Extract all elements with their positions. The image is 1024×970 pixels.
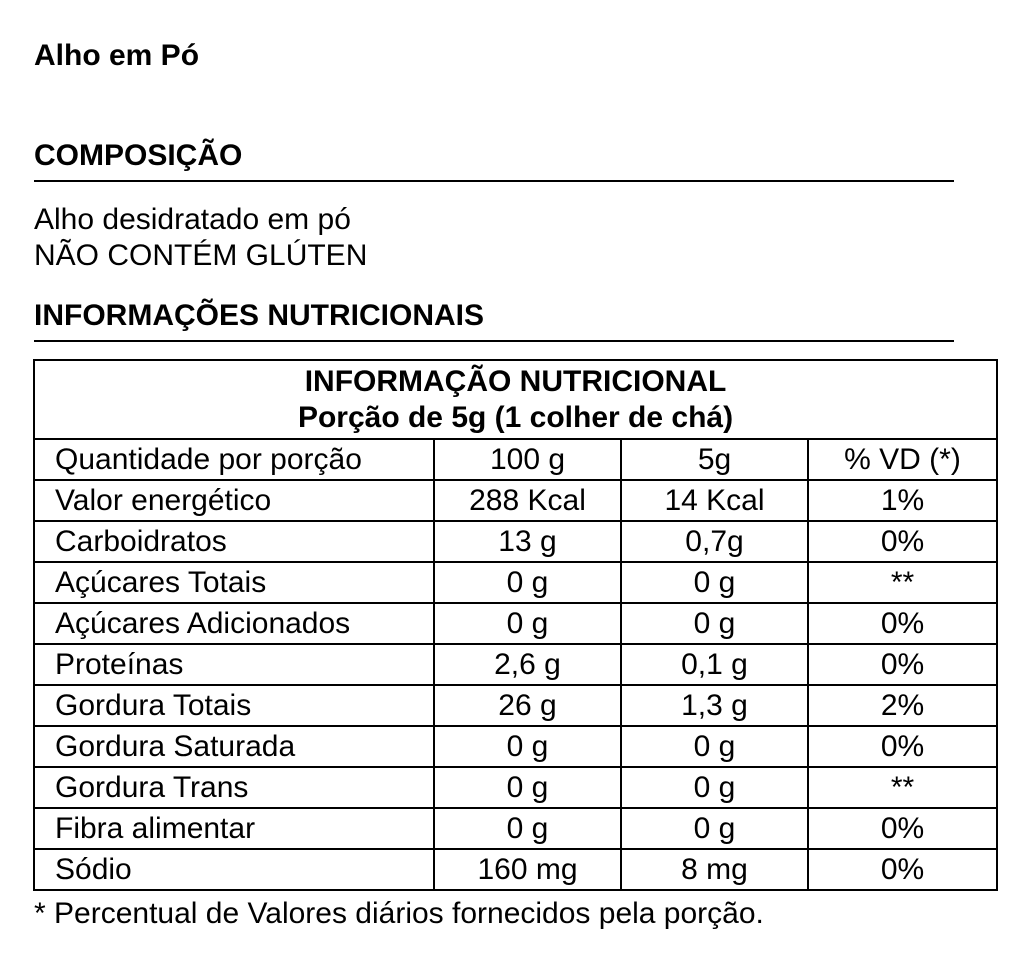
nutrient-value-cell: 0% xyxy=(808,726,997,767)
nutrient-value-cell: 0% xyxy=(808,808,997,849)
table-row xyxy=(34,767,997,808)
column-header-row xyxy=(34,439,997,480)
nutrient-value-cell: 0 g xyxy=(434,603,621,644)
nutrient-value-cell: 14 Kcal xyxy=(621,480,808,521)
nutrient-value-cell: 0,1 g xyxy=(621,644,808,685)
nutrient-value-cell: 0 g xyxy=(621,562,808,603)
table-title: INFORMAÇÃO NUTRICIONAL xyxy=(304,364,727,398)
nutrient-value-cell: 5g xyxy=(621,439,808,480)
table-title-cell xyxy=(34,360,997,439)
composition-line-ingredients: Alho desidratado em pó xyxy=(34,203,351,236)
composition-heading: COMPOSIÇÃO xyxy=(34,136,954,182)
table-row xyxy=(34,685,997,726)
footnote: * Percentual de Valores diários fornecidos pela porção. xyxy=(34,897,764,930)
nutrient-value-cell: 100 g xyxy=(434,439,621,480)
nutrient-value-cell: 0% xyxy=(808,849,997,890)
nutrient-label-cell: Valor energético xyxy=(34,480,434,521)
nutrient-value-cell: 2,6 g xyxy=(434,644,621,685)
table-portion: Porção de 5g (1 colher de chá) xyxy=(297,400,734,434)
nutrient-value-cell: 0 g xyxy=(434,562,621,603)
nutrient-value-cell: 0 g xyxy=(434,808,621,849)
nutrient-value-cell: % VD (*) xyxy=(808,439,997,480)
nutrient-label-cell: Gordura Saturada xyxy=(34,726,434,767)
table-row xyxy=(34,521,997,562)
nutrient-value-cell: 0% xyxy=(808,603,997,644)
nutrient-value-cell: 2% xyxy=(808,685,997,726)
nutrient-label-cell: Gordura Totais xyxy=(34,685,434,726)
nutrient-value-cell: 0 g xyxy=(434,767,621,808)
table-title-row xyxy=(34,360,997,439)
nutrient-value-cell: 8 mg xyxy=(621,849,808,890)
nutrient-value-cell: 288 Kcal xyxy=(434,480,621,521)
nutrient-value-cell: 13 g xyxy=(434,521,621,562)
nutrient-value-cell: 0% xyxy=(808,521,997,562)
table-row xyxy=(34,480,997,521)
table-row xyxy=(34,603,997,644)
nutrient-value-cell: 26 g xyxy=(434,685,621,726)
nutrient-label-cell: Fibra alimentar xyxy=(34,808,434,849)
nutrient-label-cell: Sódio xyxy=(34,849,434,890)
table-row xyxy=(34,644,997,685)
nutrient-label-cell: Açúcares Adicionados xyxy=(34,603,434,644)
nutrition-heading: INFORMAÇÕES NUTRICIONAIS xyxy=(34,296,954,342)
nutrient-value-cell: 1,3 g xyxy=(621,685,808,726)
nutrient-value-cell: ** xyxy=(808,562,997,603)
nutrient-value-cell: ** xyxy=(808,767,997,808)
nutrient-label-cell: Gordura Trans xyxy=(34,767,434,808)
nutrient-label-cell: Proteínas xyxy=(34,644,434,685)
table-row xyxy=(34,849,997,890)
nutrient-label-cell: Açúcares Totais xyxy=(34,562,434,603)
table-row xyxy=(34,726,997,767)
nutrient-label-cell: Carboidratos xyxy=(34,521,434,562)
nutrient-value-cell: 160 mg xyxy=(434,849,621,890)
nutrition-table xyxy=(33,359,998,891)
nutrient-value-cell: 1% xyxy=(808,480,997,521)
composition-line-gluten: NÃO CONTÉM GLÚTEN xyxy=(34,239,368,272)
nutrient-value-cell: 0 g xyxy=(434,726,621,767)
composition-text xyxy=(34,202,367,274)
table-row xyxy=(34,562,997,603)
nutrient-value-cell: 0,7g xyxy=(621,521,808,562)
nutrient-value-cell: 0 g xyxy=(621,603,808,644)
nutrient-label-cell: Quantidade por porção xyxy=(34,439,434,480)
nutrient-value-cell: 0 g xyxy=(621,726,808,767)
table-row xyxy=(34,808,997,849)
nutrient-value-cell: 0% xyxy=(808,644,997,685)
nutrient-value-cell: 0 g xyxy=(621,767,808,808)
product-title: Alho em Pó xyxy=(34,39,200,72)
nutrient-value-cell: 0 g xyxy=(621,808,808,849)
nutrition-table-body xyxy=(34,439,997,890)
